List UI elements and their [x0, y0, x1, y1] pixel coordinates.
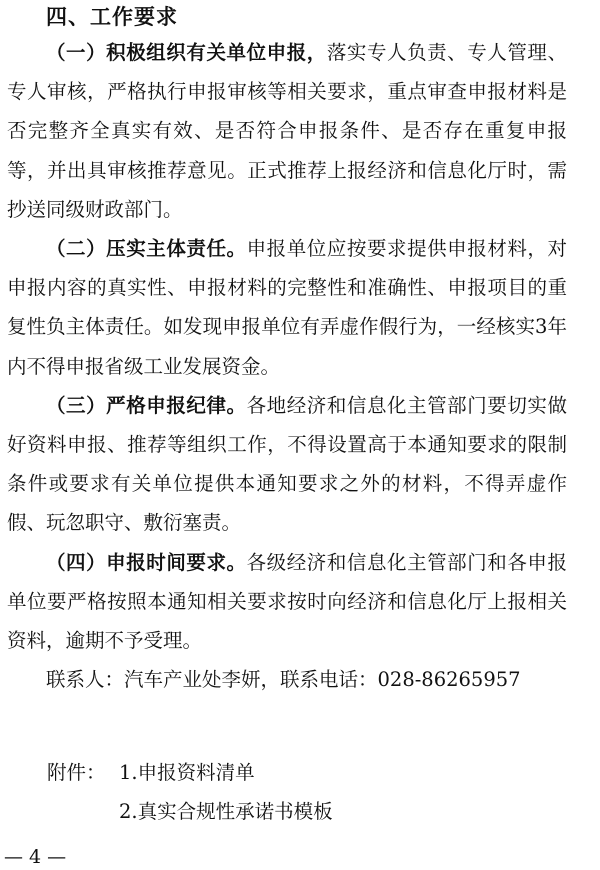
page-number: — 4 — — [4, 846, 67, 868]
paragraph-main-responsibility — [7, 229, 567, 386]
attachments-list — [119, 753, 333, 831]
paragraph-text: 落实专人负责、专人管理、专人审核，严格执行申报审核等相关要求，重点审查申报材料是否完整齐全真实有效、是否符合申报条件、是否存在重复申报等，并出具审核推荐意见。正式推荐上报经济和信息化厅时，需抄送同级财政部门。 — [7, 41, 567, 221]
paragraph-lead: （四）申报时间要求。 — [46, 550, 247, 574]
paragraph-lead: （三）严格申报纪律。 — [46, 393, 247, 417]
attachments-label: 附件： — [47, 761, 106, 784]
attachments-block — [47, 753, 333, 831]
attachments-row — [47, 753, 333, 831]
paragraph-lead: （一）积极组织有关单位申报， — [46, 41, 327, 64]
paragraph-text: 申报单位应按要求提供申报材料，对申报内容的真实性、申报材料的完整性和准确性、申报项目的重复性负主体责任。如发现申报单位有弄虚作假行为，一经核实3年内不得申报省级工业发展资金。 — [7, 237, 567, 378]
paragraph-text: 各级经济和信息化主管部门和各申报单位要严格按照本通知相关要求按时向经济和信息化厅上报相关资料，逾期不予受理。 — [7, 550, 567, 653]
paragraph-application-discipline — [7, 386, 567, 543]
paragraph-time-requirement — [7, 543, 567, 661]
attachment-item: 1.申报资料清单 — [119, 761, 255, 784]
section-heading: 四、工作要求 — [46, 5, 178, 29]
paragraph-text: 各地经济和信息化主管部门要切实做好资料申报、推荐等组织工作，不得设置高于本通知要求的限制条件或要求有关单位提供本通知要求之外的材料，不得弄虚作假、玩忽职守、敷衍塞责。 — [7, 393, 567, 535]
body-text — [7, 33, 567, 699]
attachment-item: 2.真实合规性承诺书模板 — [119, 800, 333, 824]
paragraph-organize-applications — [7, 33, 567, 229]
paragraph-lead: （二）压实主体责任。 — [46, 237, 247, 261]
contact-line: 联系人：汽车产业处李妍，联系电话：028-86265957 — [46, 668, 521, 692]
